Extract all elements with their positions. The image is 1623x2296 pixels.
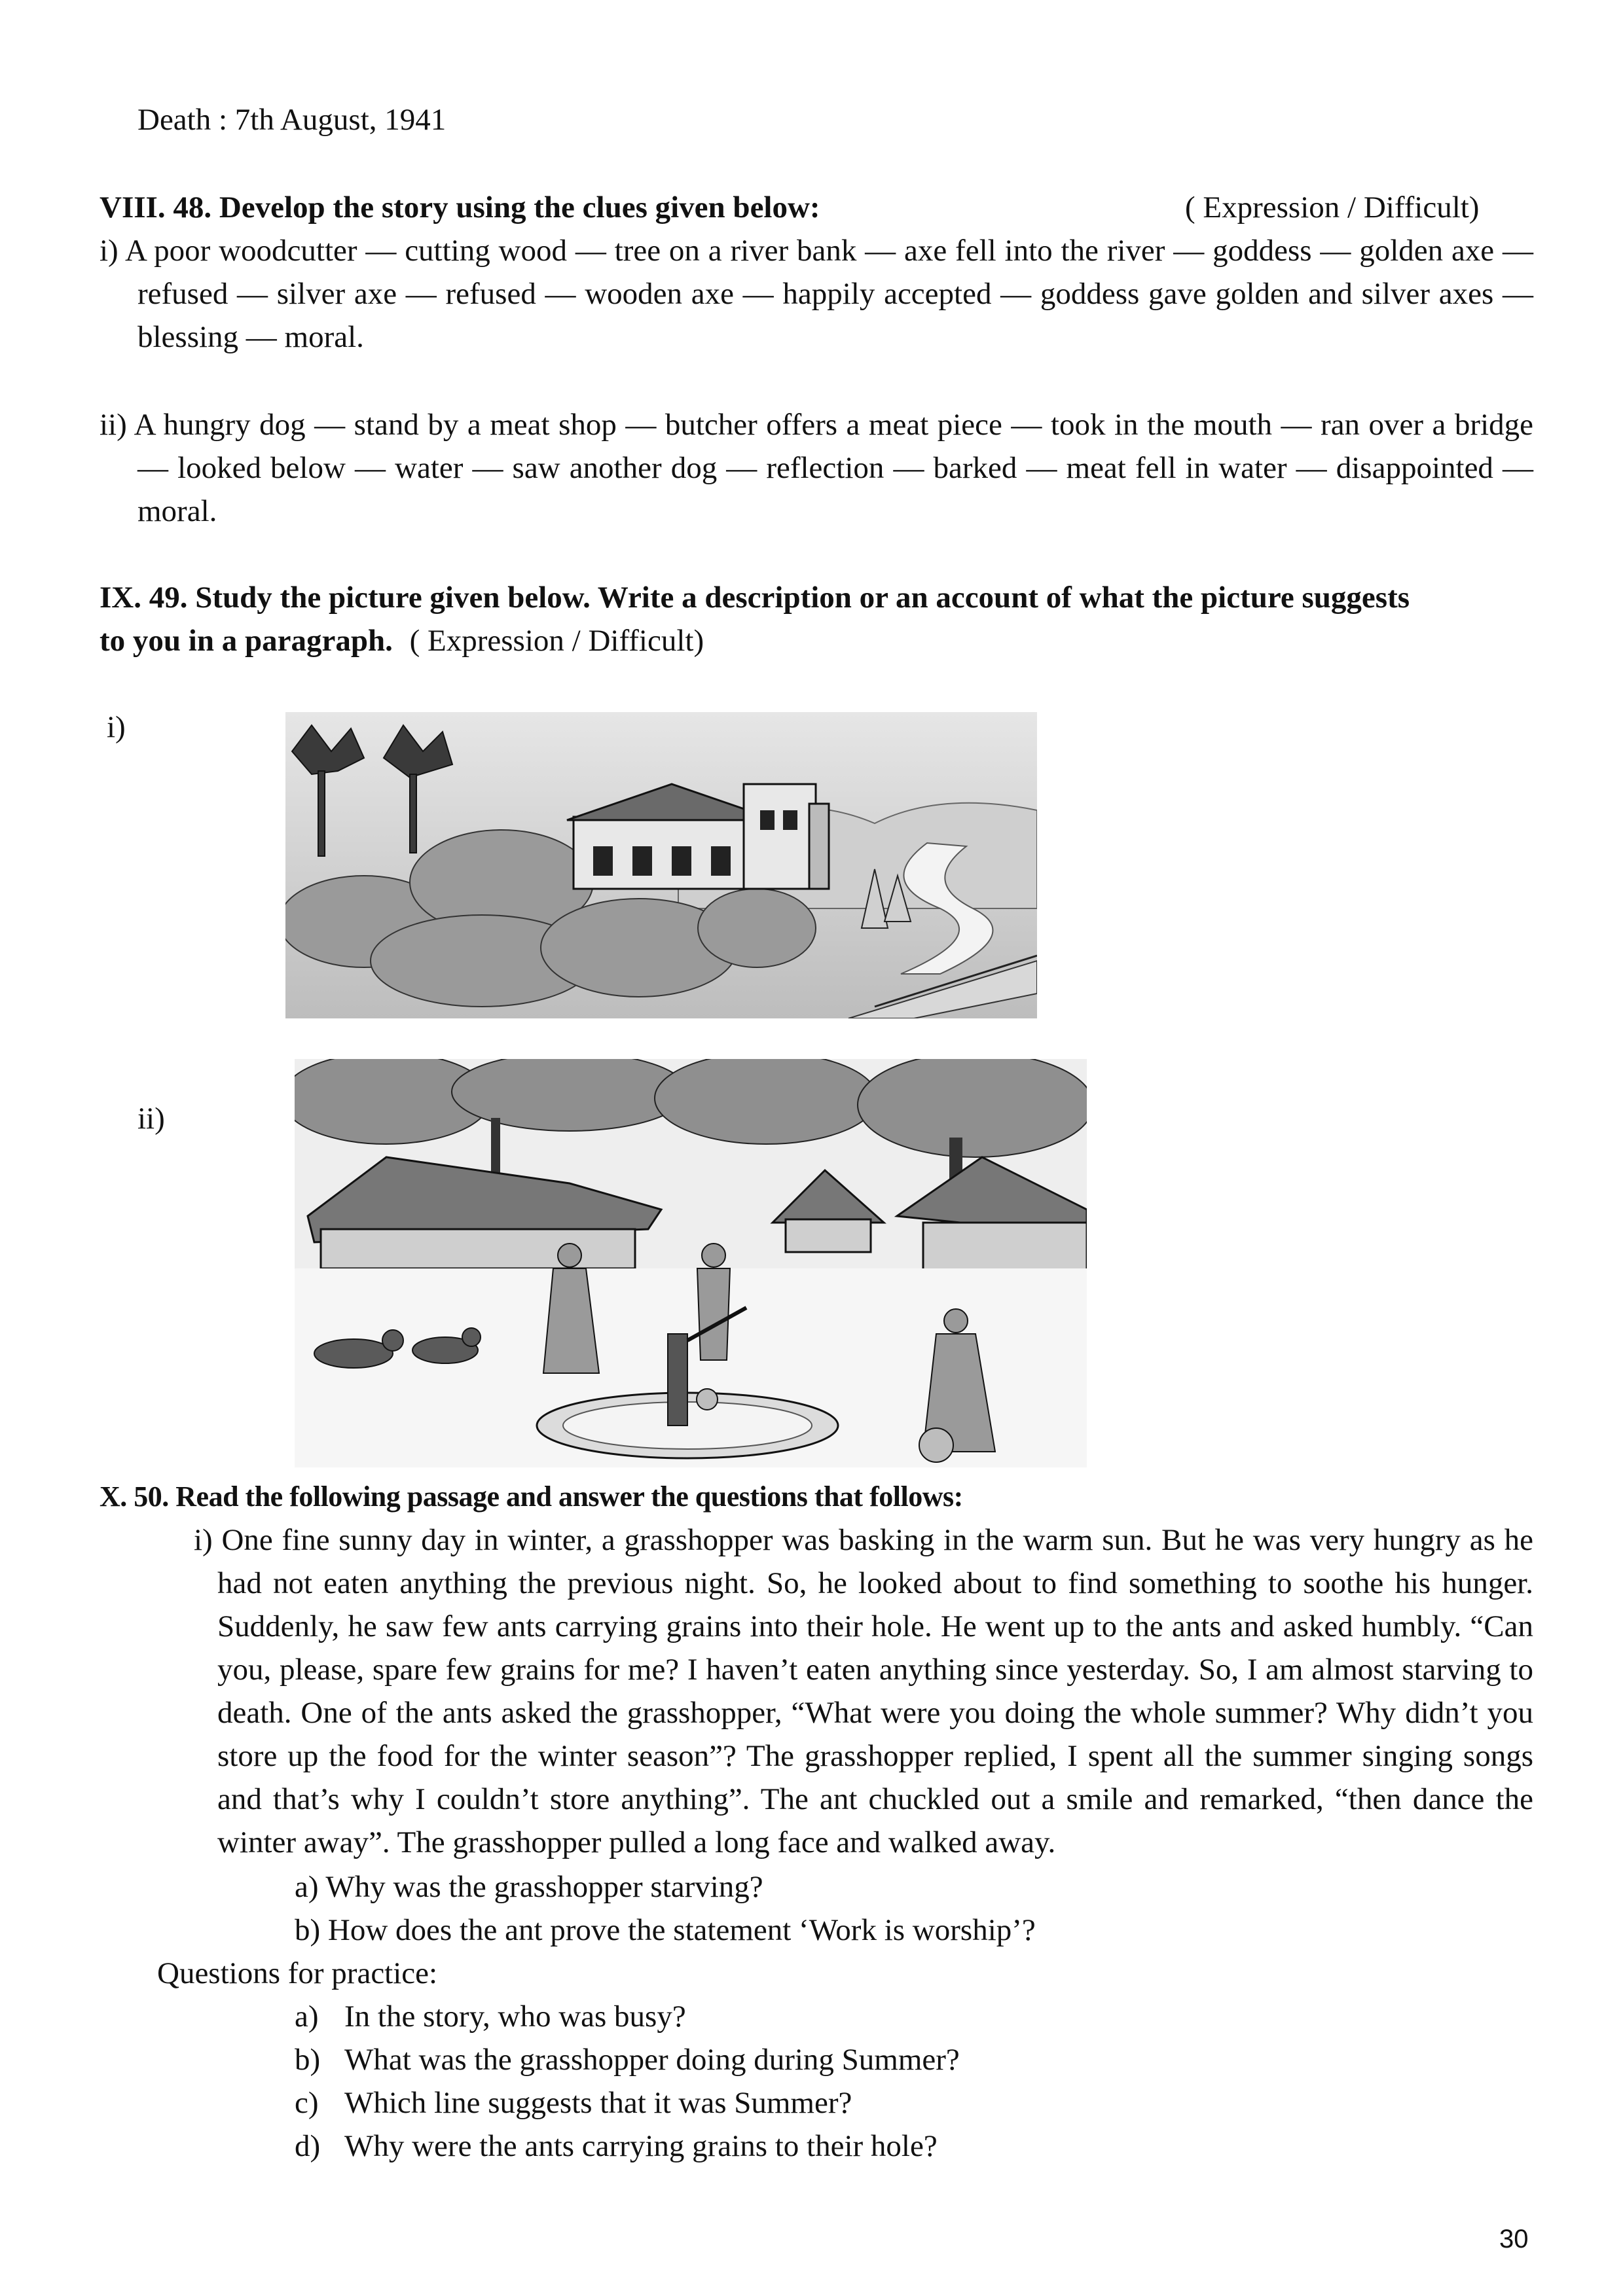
death-date-line: Death : 7th August, 1941 — [137, 103, 447, 137]
practice-question-b: b) What was the grasshopper doing during Summer? — [295, 2043, 960, 2077]
section-8-clue-1: i) A poor woodcutter — cutting wood — tree on a river bank — axe fell into the river — goddess — golden axe — refused — silver axe — refused — wooden axe — happily accepted — goddess gave golden and silver axes — blessing — moral. — [100, 234, 1533, 354]
section-9-heading-line-2: to you in a paragraph. — [100, 624, 393, 658]
picture-1-label: i) — [107, 710, 126, 744]
question-a: a) Why was the grasshopper starving? — [295, 1870, 763, 1904]
section-10-heading: X. 50. Read the following passage and answer the questions that follows: — [100, 1480, 963, 1513]
page-number: 30 — [1499, 2225, 1529, 2253]
section-9-tag: ( Expression / Difficult) — [409, 624, 704, 658]
section-8-tag: ( Expression / Difficult) — [1185, 190, 1480, 224]
section-8-heading: VIII. 48. Develop the story using the clues given below: — [100, 190, 820, 224]
passage-text: i) One fine sunny day in winter, a grasshopper was basking in the warm sun. But he was very hungry as he had not eaten anything the previous night. So, he looked about to find something to soothe his hunger. Suddenly, he saw few ants carrying grains into their hole. He went up to the ants and asked humbly. “Can you, please, spare few grains for me? I haven’t eaten anything since yesterday. So, I am almost starving to death. One of the ants asked the grasshopper, “What were you doing the whole summer? Why didn’t you store up the food for the winter season”? The grasshopper replied, I spent all the summer singing songs and that’s why I couldn’t store anything”. The ant chuckled out a smile and remarked, “then dance the winter away”. The grasshopper pulled a long face and walked away. — [194, 1523, 1533, 1859]
practice-question-c: c) Which line suggests that it was Summer? — [295, 2086, 852, 2120]
section-8-clue-2: ii) A hungry dog — stand by a meat shop — butcher offers a meat piece — took in the mouth — ran over a bridge — looked below — water — saw another dog — reflection — barked — meat fell in water — disappointed — moral. — [100, 408, 1533, 528]
picture-2-label: ii) — [137, 1102, 165, 1136]
practice-heading: Questions for practice: — [157, 1956, 438, 1990]
village-picture — [295, 1059, 1087, 1467]
section-9-heading-line-1: IX. 49. Study the picture given below. Write a description or an account of what the picture suggests — [100, 581, 1410, 615]
question-b: b) How does the ant prove the statement ‘Work is worship’? — [295, 1913, 1036, 1947]
practice-question-d: d) Why were the ants carrying grains to their hole? — [295, 2129, 938, 2163]
landscape-picture — [285, 712, 1037, 1018]
practice-question-a: a) In the story, who was busy? — [295, 2000, 686, 2034]
